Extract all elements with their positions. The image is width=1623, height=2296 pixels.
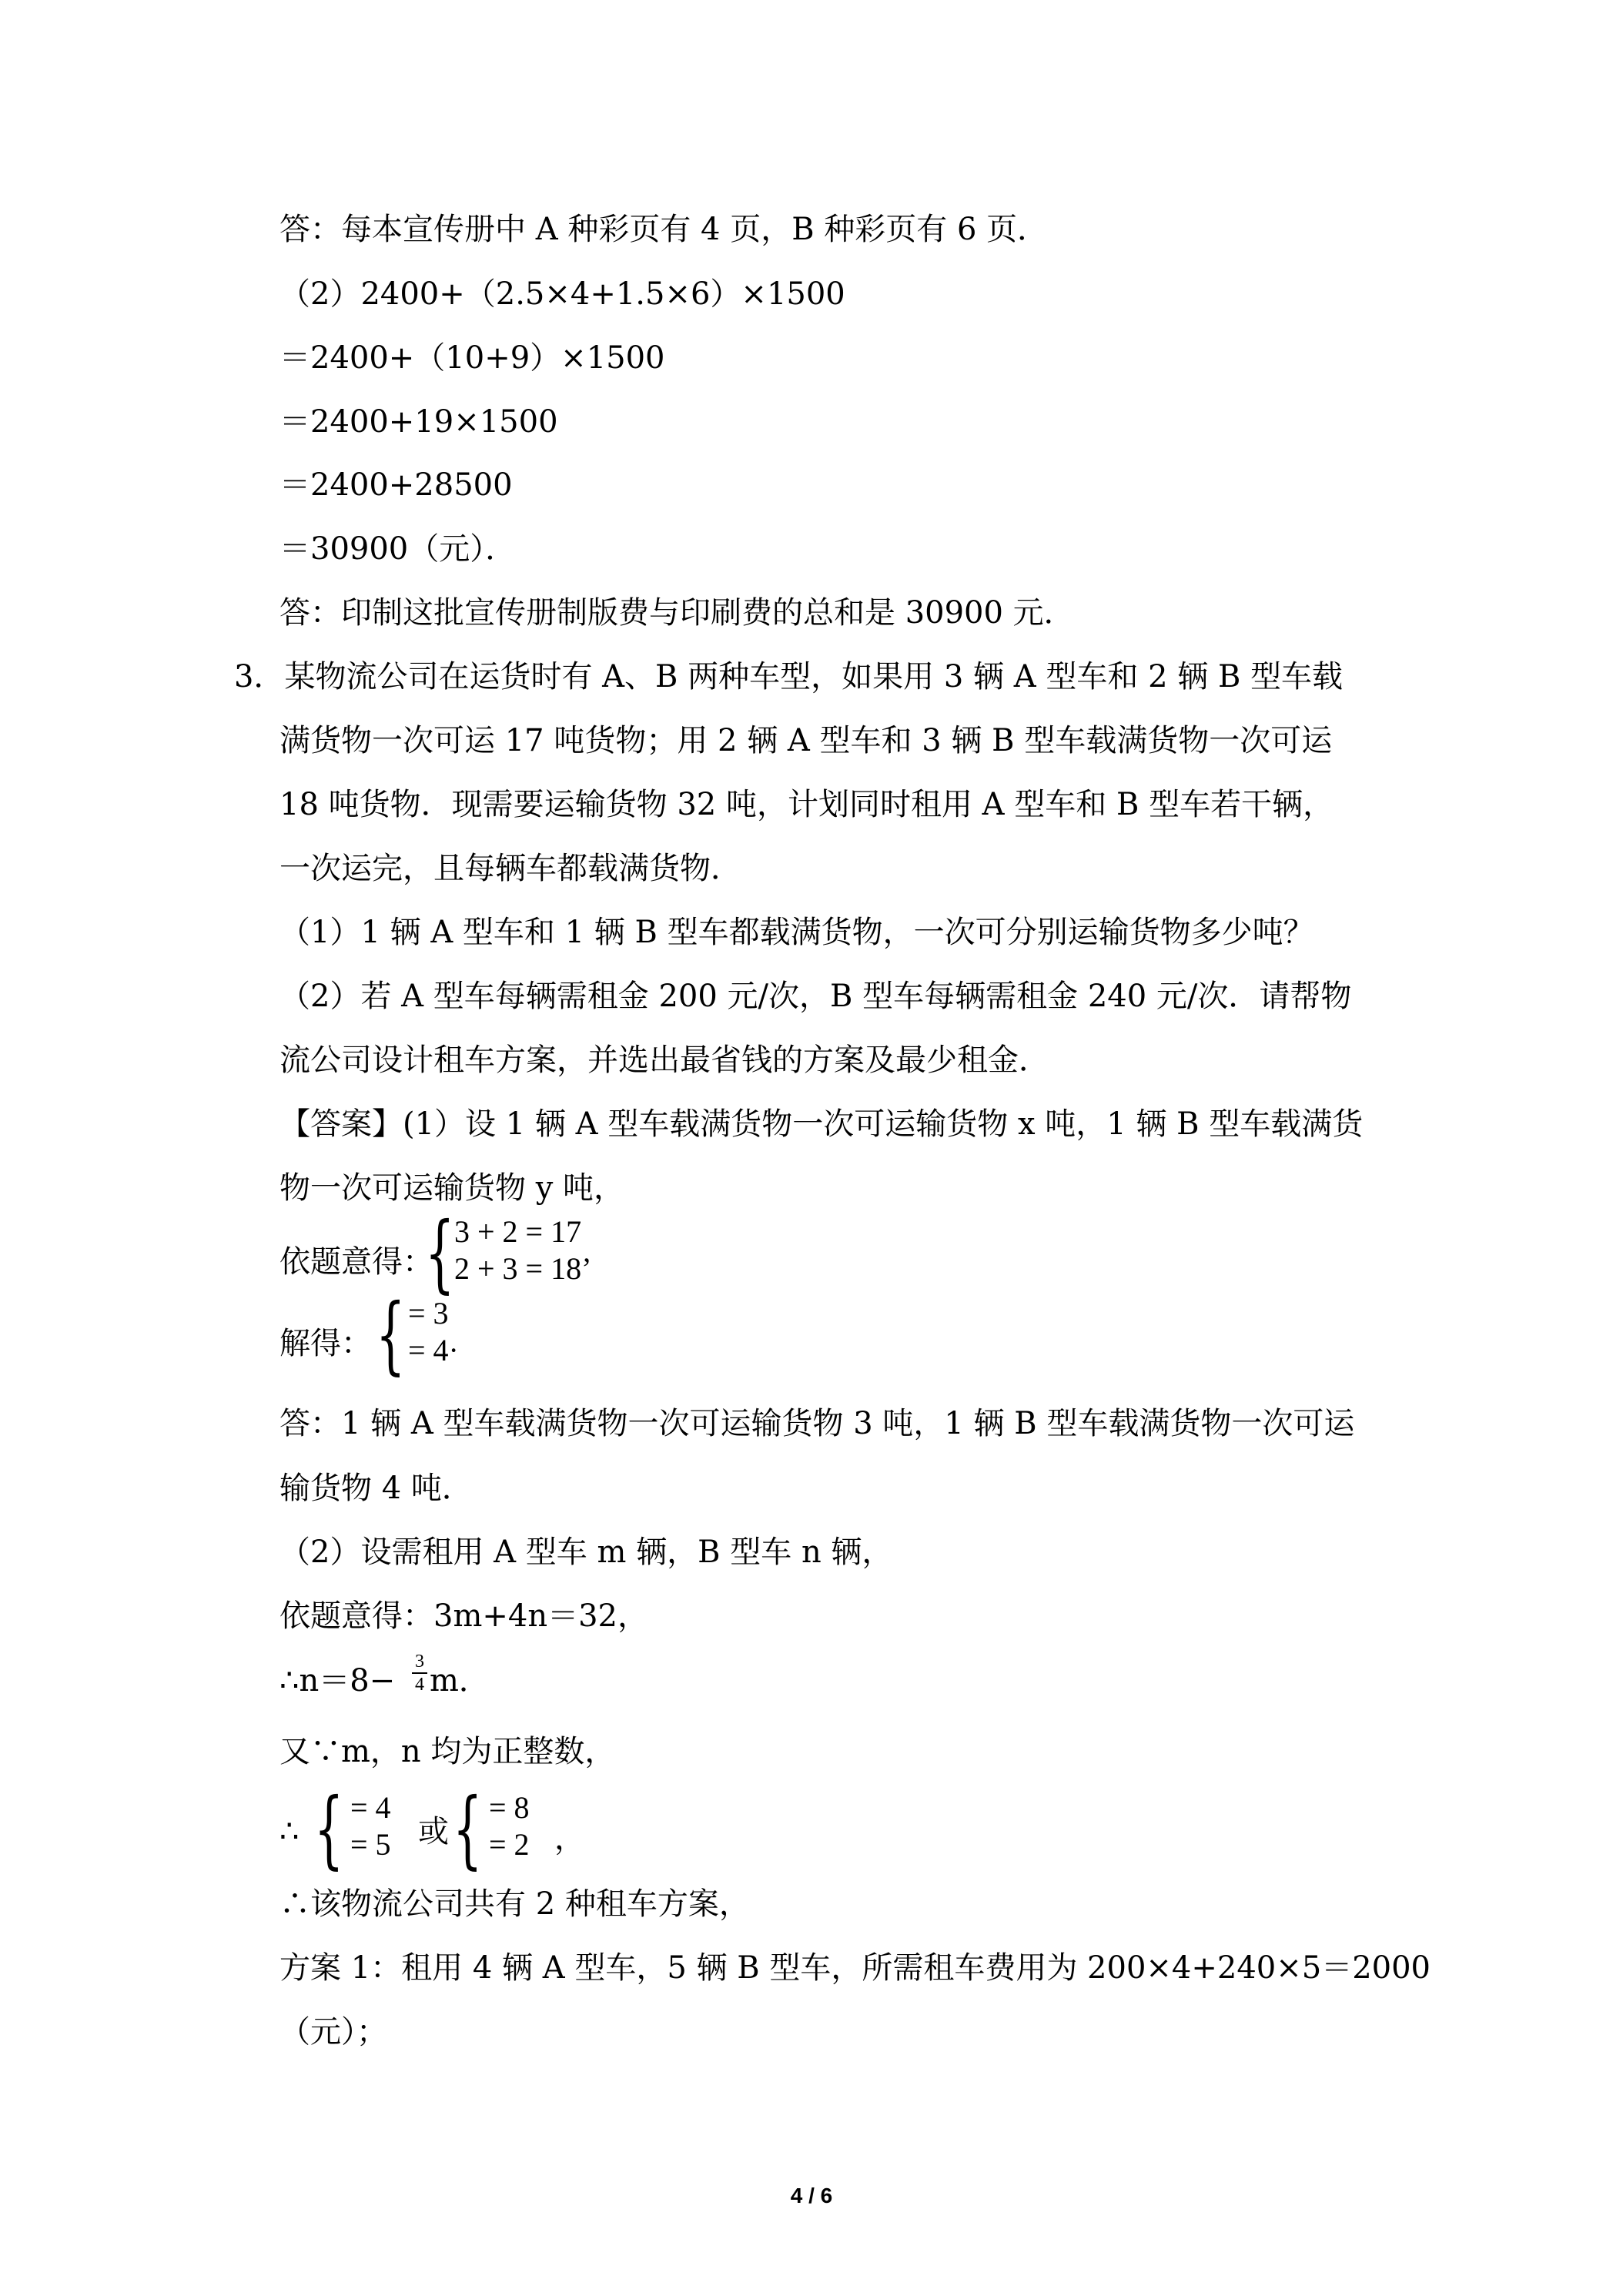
question-3-line-1: 3．某物流公司在运货时有 A、B 两种车型，如果用 3 辆 A 型车和 2 辆 B 型车载: [234, 659, 1344, 694]
system-2-row-2: = 4·: [408, 1333, 459, 1367]
system-1-row-2: 2 + 3 = 18’: [454, 1251, 592, 1286]
answer-line-part2: 答：印制这批宣传册制版费与印刷费的总和是 30900 元．: [279, 595, 1075, 631]
plan-count-line: ∴该物流公司共有 2 种租车方案，: [279, 1886, 750, 1922]
plan-1-unit: （元）；: [279, 2014, 387, 2050]
part-2-setup: （2）设需租用 A 型车 m 辆，B 型车 n 辆，: [279, 1535, 893, 1570]
fraction-numerator: 3: [415, 1652, 424, 1672]
system-2-brace: {: [376, 1285, 406, 1384]
system-4-brace: {: [453, 1779, 483, 1878]
page-number: 4 / 6: [790, 2184, 833, 2207]
answer-line-3: 答：1 辆 A 型车载满货物一次可运输货物 3 吨，1 辆 B 型车载满货物一次可运: [279, 1406, 1355, 1441]
fraction-bar: [412, 1672, 427, 1674]
question-3-sub-2-line-1: （2）若 A 型车每辆需租金 200 元/次，B 型车每辆需租金 240 元/次．请帮物: [279, 979, 1352, 1014]
answer-heading-line-1: 【答案】(1）设 1 辆 A 型车载满货物一次可运输货物 x 吨，1 辆 B 型车载满货: [279, 1106, 1364, 1142]
calc-line-5: ＝30900（元）．: [279, 531, 517, 567]
equation-line: 依题意得：3m+4n＝32，: [279, 1598, 649, 1634]
n-expression-right: m．: [430, 1663, 490, 1699]
question-3-sub-2-line-2: 流公司设计租车方案，并选出最省钱的方案及最少租金．: [279, 1043, 1049, 1078]
system-4-row-2: = 2: [489, 1827, 530, 1862]
question-3-sub-1: （1）1 辆 A 型车和 1 辆 B 型车都载满货物，一次可分别运输货物多少吨？: [279, 915, 1314, 950]
fraction-denominator: 4: [415, 1675, 424, 1695]
answer-line-4: 输货物 4 吨．: [279, 1471, 473, 1506]
question-3-line-3: 18 吨货物．现需要运输货物 32 吨，计划同时租用 A 型车和 B 型车若干辆，: [279, 787, 1334, 822]
system-3-brace: {: [314, 1779, 344, 1878]
integer-condition: 又∵m，n 均为正整数，: [279, 1734, 616, 1769]
or-connector: 或: [418, 1814, 449, 1849]
therefore-symbol: ∴: [279, 1814, 300, 1849]
system-1-brace: {: [425, 1203, 455, 1302]
calc-line-2: ＝2400+（10+9）×1500: [279, 340, 665, 376]
system-4-row-1: = 8: [489, 1790, 530, 1825]
n-expression-left: ∴n＝8−: [279, 1663, 396, 1699]
solve-label: 解得：: [279, 1326, 372, 1361]
calc-line-1: （2）2400+（2.5×4+1.5×6）×1500: [279, 276, 845, 312]
question-3-line-2: 满货物一次可运 17 吨货物；用 2 辆 A 型车和 3 辆 B 型车载满货物一次可运: [279, 723, 1333, 758]
answer-heading-line-2: 物一次可运输货物 y 吨，: [279, 1170, 625, 1206]
question-3-line-4: 一次运完，且每辆车都载满货物．: [279, 851, 741, 886]
system-4-trailing-comma: ，: [554, 1821, 585, 1856]
system-1-label: 依题意得：: [279, 1244, 433, 1280]
system-3-row-2: = 5: [350, 1827, 391, 1862]
calc-line-3: ＝2400+19×1500: [279, 404, 558, 440]
system-3-row-1: = 4: [350, 1790, 391, 1825]
answer-line-part1: 答：每本宣传册中 A 种彩页有 4 页，B 种彩页有 6 页．: [279, 212, 1049, 247]
plan-1-line: 方案 1：租用 4 辆 A 型车，5 辆 B 型车，所需租车费用为 200×4+240×5＝2000: [279, 1950, 1431, 1986]
calc-line-4: ＝2400+28500: [279, 467, 513, 503]
system-1-row-1: 3 + 2 = 17: [454, 1214, 582, 1249]
system-2-row-1: = 3: [408, 1296, 449, 1330]
